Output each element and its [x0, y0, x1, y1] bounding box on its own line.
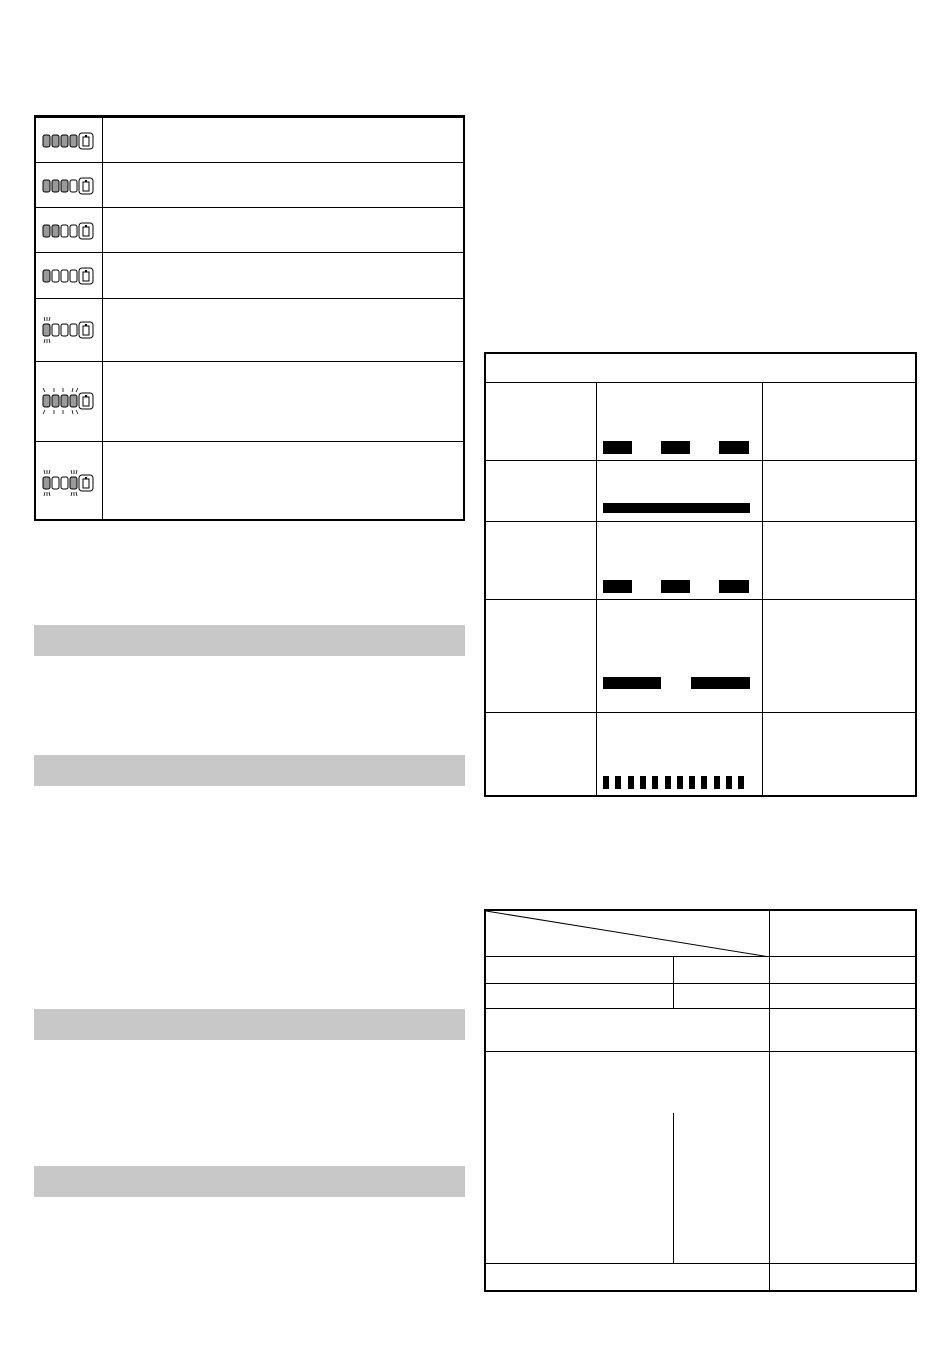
table-row	[36, 117, 463, 163]
battery-1-segment-lit-icon	[42, 265, 94, 287]
row-divider	[486, 521, 915, 522]
section-heading-bar	[34, 755, 465, 786]
diagonal-header-line	[486, 911, 770, 957]
pattern-block	[714, 776, 720, 789]
pattern-block	[603, 776, 609, 789]
battery-4-segments-lit-icon	[42, 130, 94, 152]
row-divider	[486, 1263, 915, 1264]
pattern-block	[661, 580, 690, 593]
pattern-block	[677, 776, 683, 789]
column-divider	[596, 382, 597, 795]
row-divider	[486, 599, 915, 600]
table-row	[36, 207, 463, 253]
row-divider	[486, 460, 915, 461]
battery-indicator-table	[34, 115, 465, 521]
pattern-block	[628, 776, 634, 789]
pattern-block	[603, 580, 632, 593]
row-divider	[486, 1051, 915, 1052]
row-divider	[486, 1008, 915, 1009]
column-divider	[769, 911, 770, 1290]
pattern-block	[701, 776, 707, 789]
pattern-block	[691, 677, 750, 689]
section-heading-bar	[34, 1009, 465, 1040]
section-heading-bar	[34, 625, 465, 656]
pattern-block	[738, 776, 744, 789]
pattern-block	[661, 441, 690, 454]
table-row	[36, 441, 463, 522]
row-divider	[486, 956, 915, 957]
table-row	[36, 162, 463, 208]
pattern-block	[719, 580, 749, 593]
pattern-block	[726, 776, 732, 789]
pattern-block	[603, 441, 632, 454]
table-row	[36, 252, 463, 299]
pattern-block	[640, 776, 646, 789]
signal-pattern-table	[484, 352, 917, 797]
row-divider	[486, 983, 915, 984]
pattern-block	[652, 776, 658, 789]
battery-all-segments-blinking-icon	[42, 388, 94, 416]
column-divider	[673, 1113, 674, 1263]
battery-1-segment-blinking-icon	[42, 317, 94, 345]
battery-2-segments-lit-icon	[42, 220, 94, 242]
column-divider	[673, 956, 674, 1008]
row-divider	[486, 382, 915, 383]
battery-3-segments-lit-icon	[42, 175, 94, 197]
section-heading-bar	[34, 1166, 465, 1197]
row-divider	[486, 712, 915, 713]
pattern-block	[665, 776, 671, 789]
pattern-block	[603, 677, 661, 689]
pattern-block	[719, 441, 749, 454]
pattern-block	[689, 776, 695, 789]
column-divider	[762, 382, 763, 795]
table-row	[36, 361, 463, 442]
table-row	[36, 298, 463, 362]
spec-table	[484, 909, 917, 1292]
pattern-block	[615, 776, 621, 789]
pattern-block	[603, 503, 750, 513]
battery-segments-1-and-4-blinking-icon	[42, 470, 94, 498]
